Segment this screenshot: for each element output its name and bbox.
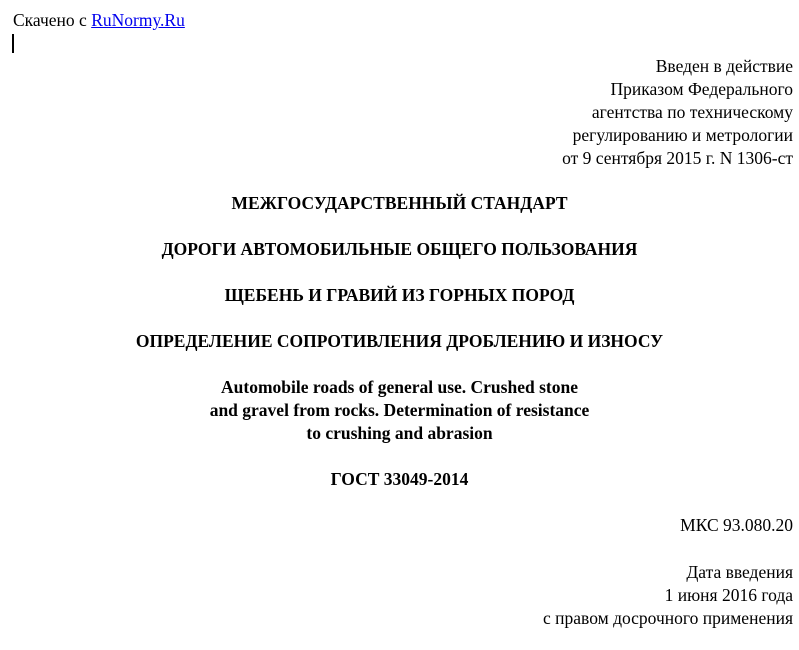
- approval-line: от 9 сентября 2015 г. N 1306-ст: [562, 148, 793, 168]
- english-title-line: and gravel from rocks. Determination of resistance: [209, 400, 590, 420]
- mks-code: МКС 93.080.20: [680, 515, 793, 535]
- source-prefix: Скачено с: [13, 10, 87, 30]
- english-title-line: Automobile roads of general use. Crushed stone: [221, 377, 578, 397]
- standard-designation: ГОСТ 33049-2014: [330, 469, 469, 489]
- text-cursor: [12, 34, 14, 53]
- approval-line: регулированию и метрологии: [572, 125, 793, 145]
- introduction-date-block: [543, 561, 793, 630]
- introduction-line: Дата введения: [686, 562, 793, 582]
- title-line-determination: ОПРЕДЕЛЕНИЕ СОПРОТИВЛЕНИЯ ДРОБЛЕНИЮ И ИЗНОСУ: [135, 331, 664, 351]
- approval-line: Приказом Федерального: [610, 79, 793, 99]
- title-line-crushed-stone: ЩЕБЕНЬ И ГРАВИЙ ИЗ ГОРНЫХ ПОРОД: [224, 285, 575, 305]
- title-line-roads: ДОРОГИ АВТОМОБИЛЬНЫЕ ОБЩЕГО ПОЛЬЗОВАНИЯ: [161, 239, 638, 259]
- english-title-line: to crushing and abrasion: [306, 423, 493, 443]
- source-link[interactable]: RuNormy.Ru: [91, 10, 185, 30]
- approval-line: агентства по техническому: [591, 102, 793, 122]
- approval-block: [562, 55, 793, 170]
- introduction-line: с правом досрочного применения: [543, 608, 793, 628]
- english-title: [0, 376, 799, 445]
- source-line: [13, 9, 185, 31]
- introduction-line: 1 июня 2016 года: [664, 585, 793, 605]
- standard-type-heading: МЕЖГОСУДАРСТВЕННЫЙ СТАНДАРТ: [231, 193, 568, 213]
- approval-line: Введен в действие: [655, 56, 793, 76]
